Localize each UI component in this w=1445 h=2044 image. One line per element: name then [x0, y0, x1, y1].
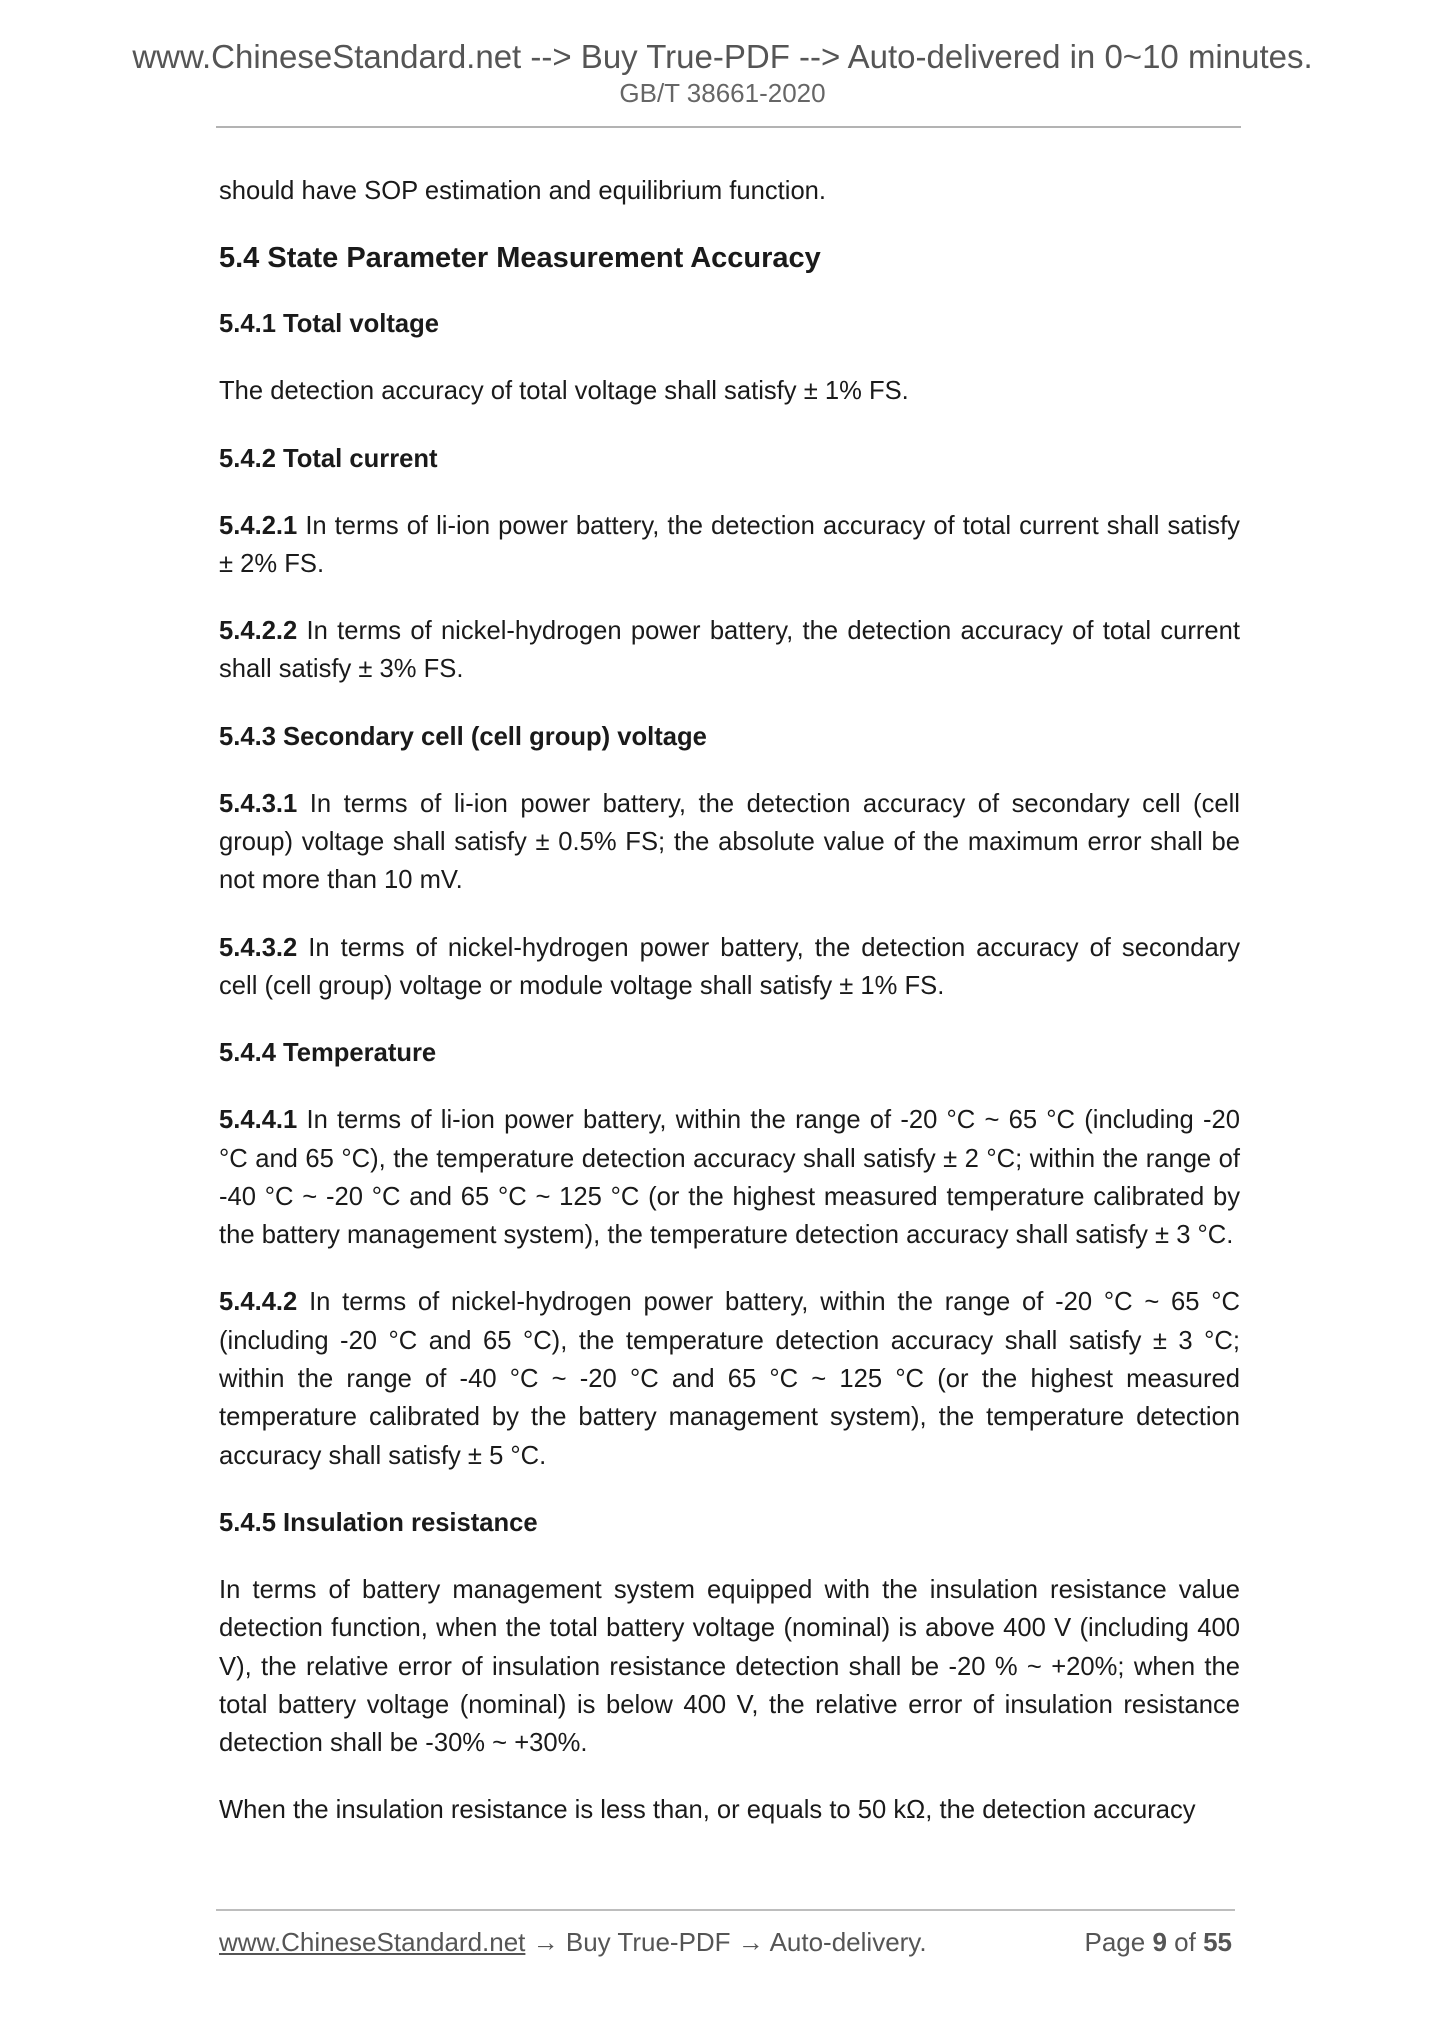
footer-divider [216, 1909, 1235, 1911]
document-body [219, 172, 1240, 1859]
subsection-heading-5-4-4: 5.4.4 Temperature [219, 1039, 437, 1068]
page-total: 55 [1203, 1927, 1232, 1957]
subsection-heading-5-4-3: 5.4.3 Secondary cell (cell group) voltage [219, 722, 707, 751]
clause-number: 5.4.2.2 [219, 617, 298, 646]
clause-number: 5.4.2.1 [219, 511, 298, 540]
header-banner: www.ChineseStandard.net --> Buy True-PDF --> Auto-delivered in 0~10 minutes. [132, 38, 1313, 75]
page-word: Page [1084, 1927, 1146, 1957]
clause-5-4-3-1 [219, 785, 1240, 900]
clause-number: 5.4.4.1 [219, 1106, 298, 1135]
clause-number: 5.4.4.2 [219, 1288, 298, 1317]
footer-promo [219, 1927, 927, 1958]
clause-5-4-4-1 [219, 1101, 1240, 1254]
paragraph-5-4-1: The detection accuracy of total voltage shall satisfy ± 1% FS. [219, 377, 909, 406]
section-heading-5-4: 5.4 State Parameter Measurement Accuracy [219, 242, 821, 275]
clause-text: In terms of li-ion power battery, the detection accuracy of secondary cell (cell group) voltage shall satisfy ± 0.5% FS; the absolute value of the maximum error shall be not more than 10 mV. [219, 789, 1240, 895]
standard-code: GB/T 38661-2020 [619, 78, 826, 108]
clause-5-4-2-1 [219, 507, 1240, 584]
paragraph-5-4-5-b: When the insulation resistance is less than, or equals to 50 kΩ, the detection accuracy [219, 1796, 1196, 1825]
clause-5-4-2-2 [219, 612, 1240, 689]
clause-text: In terms of nickel-hydrogen power battery, the detection accuracy of secondary cell (cell group) voltage or module voltage shall satisfy ± 1% FS. [219, 933, 1240, 1000]
clause-text: In terms of nickel-hydrogen power battery, the detection accuracy of total current shall satisfy ± 3% FS. [219, 617, 1240, 684]
clause-5-4-3-2 [219, 929, 1240, 1006]
subsection-heading-5-4-1: 5.4.1 Total voltage [219, 310, 439, 339]
clause-text: In terms of li-ion power battery, within the range of -20 °C ~ 65 °C (including -20 °C and 65 °C), the temperature detection accuracy shall satisfy ± 2 °C; within the range of -40 °C ~ -20 °C and 65 °C ~ 125 °C (or the highest measured temperature calibrated by the battery management system), the temperature detection accuracy shall satisfy ± 3 °C. [219, 1106, 1240, 1250]
paragraph-5-4-5-a: In terms of battery management system equipped with the insulation resistance value detection function, when the total battery voltage (nominal) is above 400 V (including 400 V), the relative error of insulation resistance detection shall be -20 % ~ +20%; when the total battery voltage (nominal) is below 400 V, the relative error of insulation resistance detection shall be -30% ~ +30%. [219, 1575, 1240, 1758]
page-footer [219, 1927, 1232, 1967]
clause-number: 5.4.3.1 [219, 789, 298, 818]
clause-number: 5.4.3.2 [219, 933, 298, 962]
intro-paragraph: should have SOP estimation and equilibrium function. [219, 177, 827, 205]
subsection-heading-5-4-2: 5.4.2 Total current [219, 444, 438, 473]
clause-text: In terms of nickel-hydrogen power battery, within the range of -20 °C ~ 65 °C (including -20 °C and 65 °C), the temperature detection accuracy shall satisfy ± 3 °C; within the range of -40 °C ~ -20 °C and 65 °C ~ 125 °C (or the highest measured temperature calibrated by the battery management system), the temperature detection accuracy shall satisfy ± 5 °C. [219, 1288, 1240, 1470]
clause-5-4-4-2 [219, 1283, 1240, 1474]
header-divider [216, 126, 1241, 128]
clause-text: In terms of li-ion power battery, the detection accuracy of total current shall satisfy ± 2% FS. [219, 511, 1240, 578]
page-of-word: of [1174, 1927, 1196, 1957]
page-indicator [1084, 1927, 1232, 1958]
page-number: 9 [1152, 1927, 1167, 1957]
footer-promo-text: → Buy True-PDF → Auto-delivery. [525, 1927, 927, 1957]
subsection-heading-5-4-5: 5.4.5 Insulation resistance [219, 1508, 538, 1537]
footer-site-link[interactable]: www.ChineseStandard.net [219, 1927, 526, 1957]
